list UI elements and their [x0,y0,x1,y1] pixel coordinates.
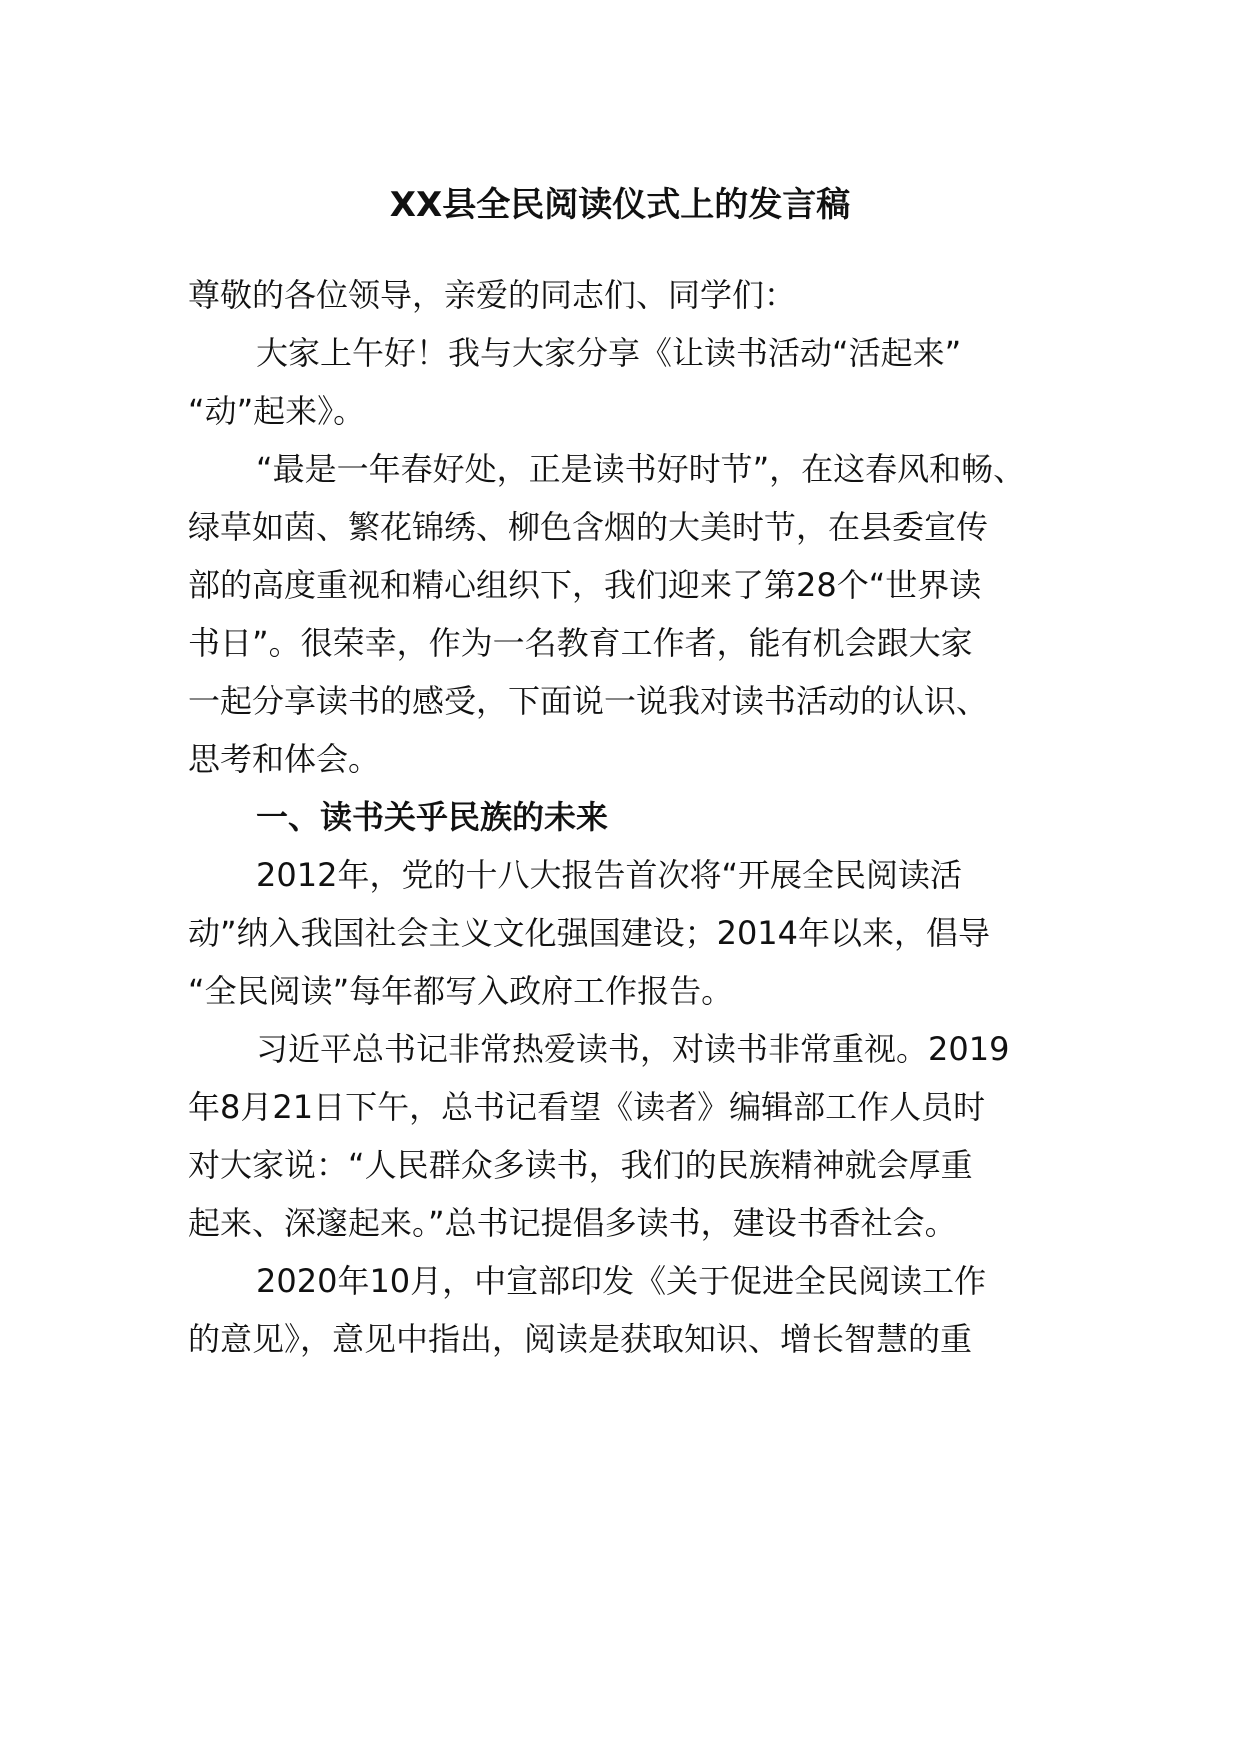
body-line: 思考和体会。 [188,740,381,778]
body-line: 2020年10月，中宣部印发《关于促进全民阅读工作 [256,1262,987,1300]
section-heading: 一、读书关乎民族的未来 [256,798,609,836]
body-line: 年8月21日下午，总书记看望《读者》编辑部工作人员时 [188,1088,986,1126]
body-line: 对大家说：“人民群众多读书，我们的民族精神就会厚重 [188,1146,973,1184]
body-line: 习近平总书记非常热爱读书，对读书非常重视。2019 [256,1030,1010,1068]
document-title: XX县全民阅读仪式上的发言稿 [389,185,851,225]
body-line: 2012年，党的十八大报告首次将“开展全民阅读活 [256,856,963,894]
body-line: 部的高度重视和精心组织下，我们迎来了第28个“世界读 [188,566,982,604]
body-line: 绿草如茵、繁花锦绣、柳色含烟的大美时节，在县委宣传 [188,508,989,546]
body-line: 书日”。很荣幸，作为一名教育工作者，能有机会跟大家 [188,624,973,662]
body-line: 动”纳入我国社会主义文化强国建设；2014年以来，倡导 [188,914,991,952]
body-line: “动”起来》。 [188,392,366,430]
body-line: “全民阅读”每年都写入政府工作报告。 [188,972,734,1010]
body-line: 一起分享读书的感受，下面说一说我对读书活动的认识、 [188,682,989,720]
body-line: “最是一年春好处，正是读书好时节”，在这春风和畅、 [256,450,1026,488]
body-line: 的意见》，意见中指出，阅读是获取知识、增长智慧的重 [188,1320,973,1358]
body-line: 起来、深邃起来。”总书记提倡多读书，建设书香社会。 [188,1204,957,1242]
body-line: 大家上午好！我与大家分享《让读书活动“活起来” [256,334,962,372]
salutation-line: 尊敬的各位领导，亲爱的同志们、同学们： [188,276,797,314]
